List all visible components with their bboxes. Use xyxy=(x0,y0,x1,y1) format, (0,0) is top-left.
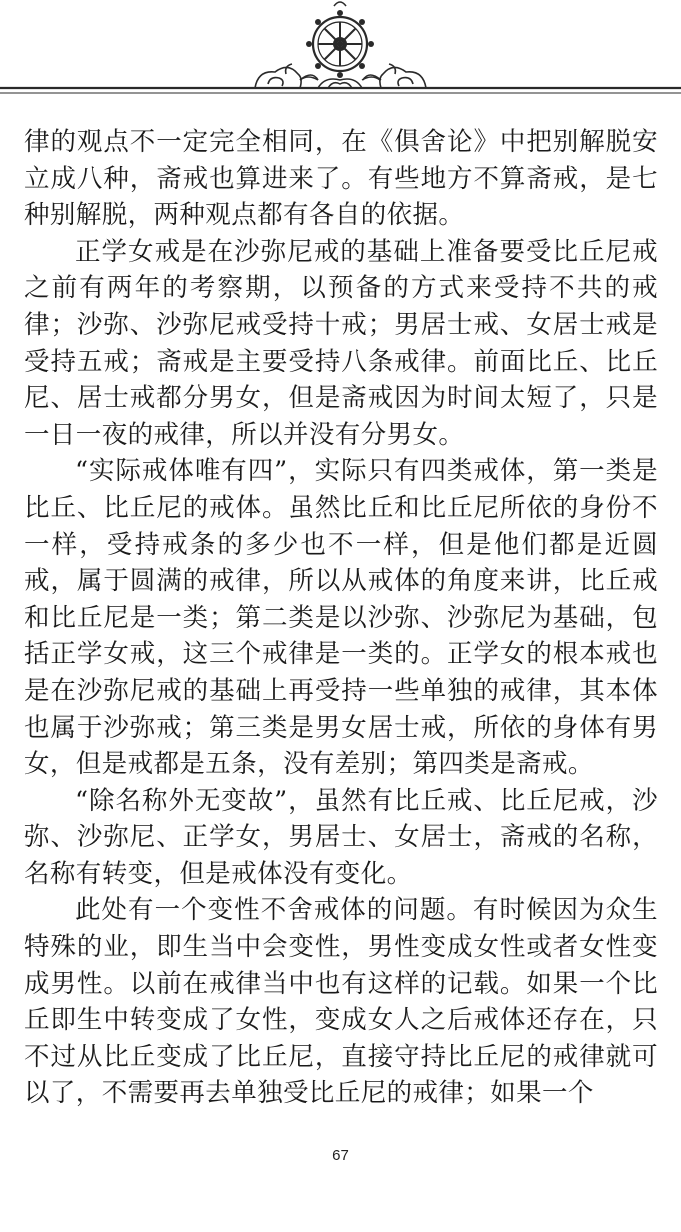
paragraph-4: “除名称外无变故”，虽然有比丘戒、比丘尼戒，沙弥、沙弥尼、正学女，男居士、女居士，斋戒的名称，名称有转变，但是戒体没有变化。 xyxy=(24,785,658,889)
page-header xyxy=(0,0,681,100)
page-body xyxy=(24,124,658,1112)
paragraph-3: “实际戒体唯有四”，实际只有四类戒体，第一类是比丘、比丘尼的戒体。虽然比丘和比丘尼所依的身份不一样，受持戒条的多少也不一样，但是他们都是近圆戒，属于圆满的戒律，所以从戒体的角度来讲，比丘戒和比丘尼是一类；第二类是以沙弥、沙弥尼为基础，包括正学女戒，这三个戒律是一类的。正学女的根本戒也是在沙弥尼戒的基础上再受持一些单独的戒律，其本体也属于沙弥戒；第三类是男女居士戒，所依的身体有男女，但是戒都是五条，没有差别；第四类是斋戒。 xyxy=(24,456,658,780)
header-ornament xyxy=(0,0,681,100)
page-number: 67 xyxy=(332,1147,349,1164)
left-cloud-ornament xyxy=(255,64,318,88)
lotus-base xyxy=(300,77,380,88)
paragraph-2: 正学女戒是在沙弥尼戒的基础上准备要受比丘尼戒之前有两年的考察期，以预备的方式来受持不共的戒律；沙弥、沙弥尼戒受持十戒；男居士戒、女居士戒是受持五戒；斋戒是主要受持八条戒律。前面比丘、比丘尼、居士戒都分男女，但是斋戒因为时间太短了，只是一日一夜的戒律，所以并没有分男女。 xyxy=(24,236,658,450)
paragraph-1: 律的观点不一定完全相同，在《俱舍论》中把别解脱安立成八种，斋戒也算进来了。有些地方不算斋戒，是七种别解脱，两种观点都有各自的依据。 xyxy=(24,127,658,231)
right-cloud-ornament xyxy=(363,64,426,88)
dharma-wheel-icon xyxy=(306,2,374,78)
paragraph-5: 此处有一个变性不舍戒体的问题。有时候因为众生特殊的业，即生当中会变性，男性变成女性或者女性变成男性。以前在戒律当中也有这样的记载。如果一个比丘即生中转变成了女性，变成女人之后戒体还存在，只不过从比丘变成了比丘尼，直接守持比丘尼的戒律就可以了，不需要再去单独受比丘尼的戒律；如果一个 xyxy=(24,895,658,1109)
